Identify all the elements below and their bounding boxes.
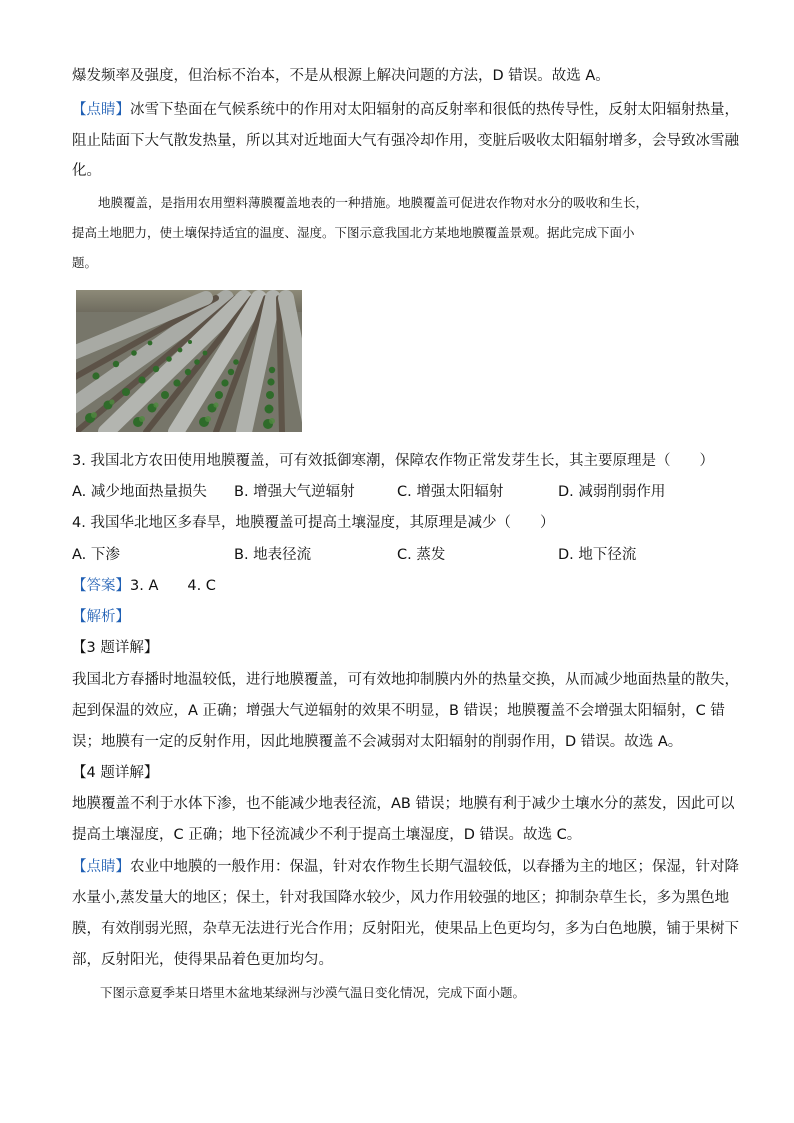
material-intro: 地膜覆盖，是指用农用塑料薄膜覆盖地表的一种措施。地膜覆盖可促进农作物对水分的吸收和生长， (98, 195, 649, 210)
material-intro: 题。 (72, 255, 98, 270)
detail3-text: 起到保温的效应，A 正确；增强大气逆辐射的效果不明显，B 错误；地膜覆盖不会增强太阳辐射，C 错 (72, 703, 725, 719)
detail4-heading: 【4 题详解】 (72, 765, 159, 781)
q4-option-c[interactable]: C. 蒸发 (397, 547, 446, 563)
analysis-label: 【解析】 (72, 609, 130, 625)
note-label: 【点睛】 (72, 102, 130, 118)
note-text: 化。 (72, 163, 101, 179)
question-stem-4: 4. 我国华北地区多春旱，地膜覆盖可提高土壤湿度，其原理是减少（ ） (72, 515, 555, 531)
q3-option-a[interactable]: A. 减少地面热量损失 (72, 484, 207, 500)
question-stem-3: 3. 我国北方农田使用地膜覆盖，可有效抵御寒潮，保障农作物正常发芽生长，其主要原理是（ ） (72, 453, 714, 469)
detail3-heading: 【3 题详解】 (72, 640, 159, 656)
q4-option-b[interactable]: B. 地表径流 (234, 547, 312, 563)
answer-label: 【答案】 (72, 578, 130, 594)
answer-line (72, 576, 216, 596)
detail4-text: 地膜覆盖不利于水体下渗，也不能减少地表径流，AB 错误；地膜有利于减少土壤水分的蒸发，因此可以 (72, 796, 735, 812)
detail3-text: 我国北方春播时地温较低，进行地膜覆盖，可有效地抑制膜内外的热量交换，从而减少地面热量的散失， (72, 672, 739, 688)
note-paragraph (72, 100, 739, 120)
note-text: 水量小,蒸发量大的地区；保土，针对我国降水较少，风力作用较强的地区；抑制杂草生长，多为黑色地 (72, 890, 730, 906)
note-text: 农业中地膜的一般作用：保温，针对农作物生长期气温较低，以春播为主的地区；保湿，针对降 (130, 859, 739, 875)
q4-option-d[interactable]: D. 地下径流 (558, 547, 637, 563)
q3-option-c[interactable]: C. 增强太阳辐射 (397, 484, 504, 500)
analysis-heading (72, 607, 130, 627)
material-intro: 下图示意夏季某日塔里木盆地某绿洲与沙漠气温日变化情况，完成下面小题。 (100, 985, 526, 1000)
q4-option-a[interactable]: A. 下渗 (72, 547, 120, 563)
note-text: 阻止陆面下大气散发热量，所以其对近地面大气有强冷却作用，变脏后吸收太阳辐射增多，会导致冰雪融 (72, 133, 739, 149)
q3-option-d[interactable]: D. 减弱削弱作用 (558, 484, 666, 500)
note-text: 部，反射阳光，使得果品着色更加均匀。 (72, 952, 333, 968)
note-text: 膜，有效削弱光照，杂草无法进行光合作用；反射阳光，使果品上色更均匀，多为白色地膜，铺于果树下 (72, 921, 739, 937)
material-intro: 提高土地肥力，使土壤保持适宜的温度、湿度。下图示意我国北方某地地膜覆盖景观。据此完成下面小 (72, 225, 635, 240)
q3-option-b[interactable]: B. 增强大气逆辐射 (234, 484, 355, 500)
answer-text: 3. A 4. C (130, 578, 216, 594)
paragraph-line: 爆发频率及强度，但治标不治本，不是从根源上解决问题的方法，D 错误。故选 A。 (72, 68, 610, 84)
mulch-field-photo (76, 290, 302, 432)
note-text: 冰雪下垫面在气候系统中的作用对太阳辐射的高反射率和很低的热传导性，反射太阳辐射热量， (130, 102, 739, 118)
detail3-text: 误；地膜有一定的反射作用，因此地膜覆盖不会减弱对太阳辐射的削弱作用，D 错误。故选 A。 (72, 734, 683, 750)
detail4-text: 提高土壤湿度，C 正确；地下径流减少不利于提高土壤湿度，D 错误。故选 C。 (72, 827, 582, 843)
note-label: 【点睛】 (72, 859, 130, 875)
note-paragraph (72, 857, 739, 877)
